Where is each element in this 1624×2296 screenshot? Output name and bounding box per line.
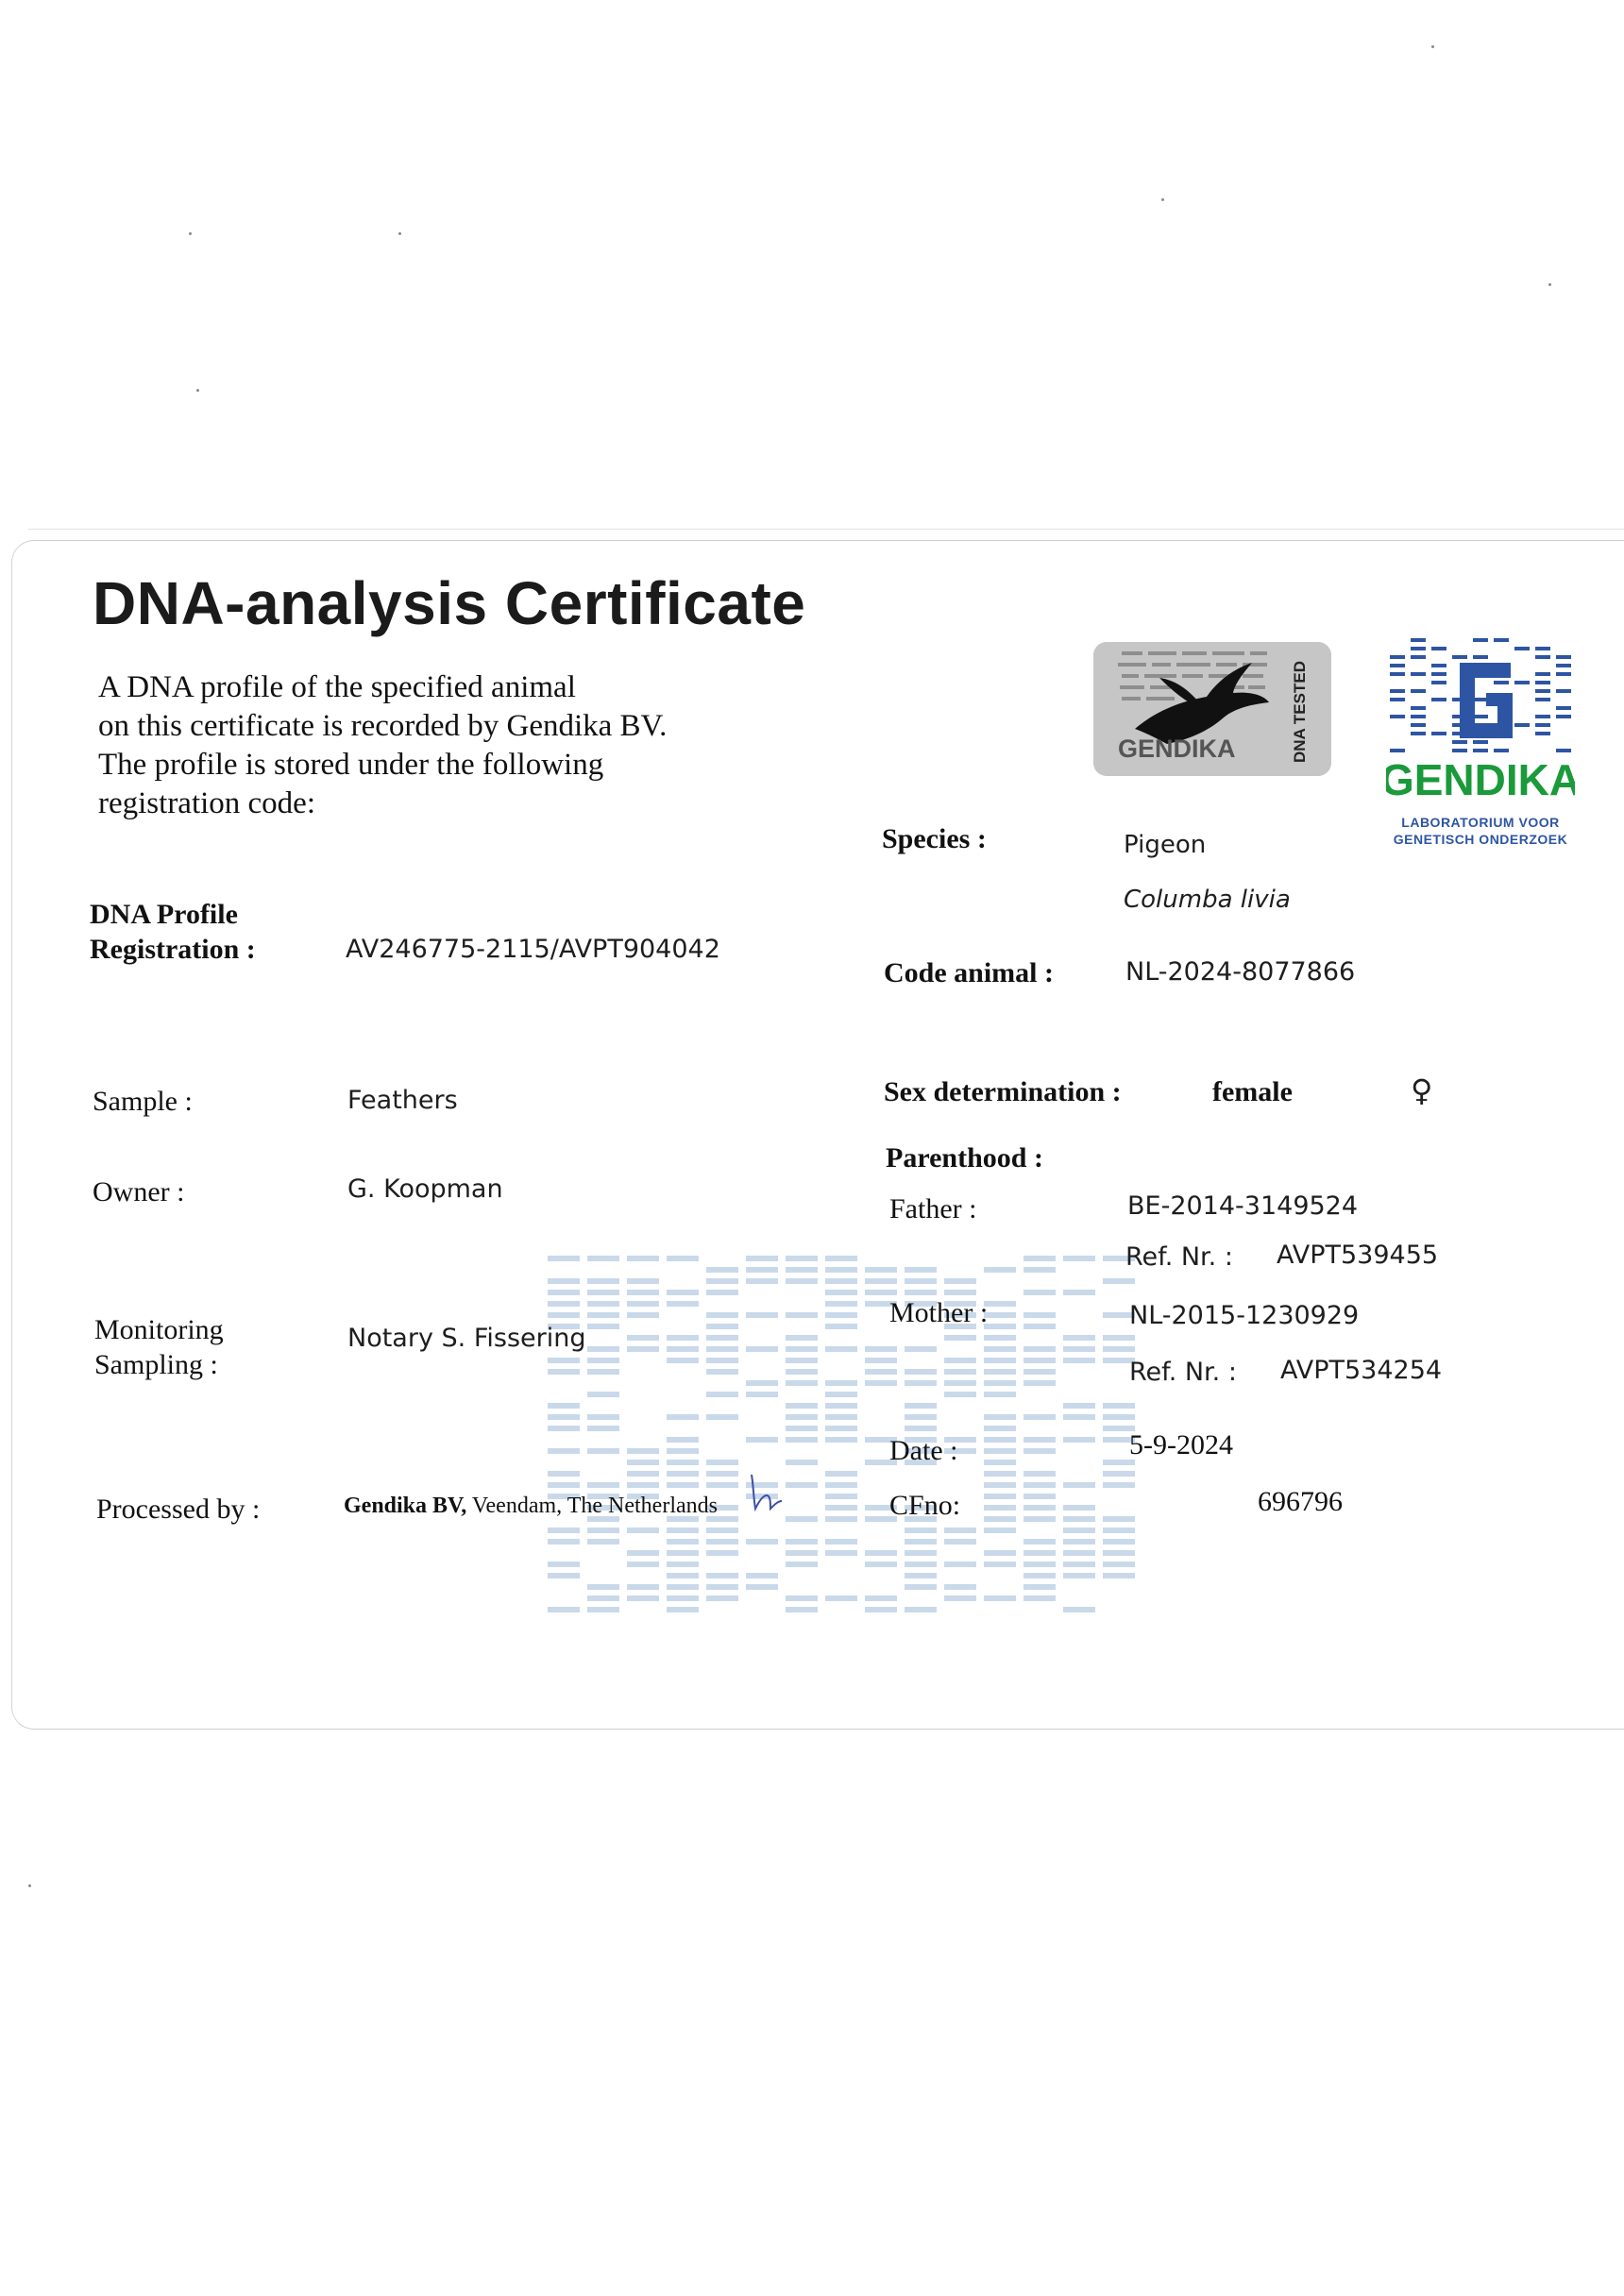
species-common-value: Pigeon: [1124, 831, 1207, 859]
processed-location: Veendam, The Netherlands: [466, 1494, 718, 1518]
date-label: Date :: [889, 1435, 958, 1466]
registration-label-line: Registration :: [90, 934, 256, 965]
scan-speck: [28, 1884, 31, 1887]
scan-speck: [1161, 198, 1164, 201]
species-label: Species :: [882, 823, 987, 854]
species-latin-value: Columba livia: [1124, 886, 1291, 914]
badge-brand-text: GENDIKA: [1118, 734, 1236, 763]
female-symbol-icon: ♀: [1411, 1072, 1433, 1108]
registration-label-line: DNA Profile: [90, 899, 238, 930]
gendika-logo: [1386, 634, 1575, 861]
logo-name-text: GENDIKA: [1386, 755, 1575, 804]
mother-ref-label: Ref. Nr. :: [1129, 1358, 1237, 1387]
sex-value: female: [1212, 1076, 1293, 1107]
father-ref-value: AVPT539455: [1277, 1241, 1439, 1270]
certificate-intro: [98, 668, 759, 823]
code-animal-label: Code animal :: [884, 957, 1054, 988]
badge-tag-text: DNA TESTED: [1291, 661, 1309, 763]
registration-value: AV246775-2115/AVPT904042: [346, 935, 720, 964]
scan-speck: [196, 389, 199, 392]
intro-line: registration code:: [98, 786, 316, 820]
intro-line: The profile is stored under the following: [98, 748, 604, 782]
mother-label: Mother :: [889, 1297, 989, 1328]
dna-band-watermark: [548, 1256, 1152, 1614]
scan-speck: [1431, 45, 1434, 48]
registration-label: [90, 897, 256, 967]
monitoring-label-line: Sampling :: [94, 1349, 218, 1380]
logo-subtitle-1: LABORATORIUM VOOR: [1401, 815, 1560, 830]
badge-graphic: [1093, 642, 1331, 776]
intro-line: A DNA profile of the specified animal: [98, 670, 576, 704]
cfno-value: 696796: [1258, 1486, 1343, 1517]
processed-company: Gendika BV,: [344, 1494, 467, 1518]
father-ref-label: Ref. Nr. :: [1125, 1242, 1233, 1272]
owner-label: Owner :: [93, 1176, 185, 1207]
handwritten-initial: [748, 1473, 786, 1512]
monitoring-value: Notary S. Fissering: [347, 1324, 586, 1353]
father-label: Father :: [889, 1193, 977, 1224]
scan-speck: [189, 232, 192, 235]
logo-subtitle-2: GENETISCH ONDERZOEK: [1393, 832, 1568, 847]
cfno-label: CFno:: [889, 1490, 961, 1521]
scan-speck: [398, 232, 401, 235]
father-value: BE-2014-3149524: [1127, 1191, 1359, 1221]
date-value: 5-9-2024: [1129, 1429, 1233, 1460]
intro-line: on this certificate is recorded by Gendika BV.: [98, 709, 668, 743]
code-animal-value: NL-2024-8077866: [1125, 957, 1356, 987]
sex-label: Sex determination :: [884, 1076, 1122, 1107]
mother-ref-value: AVPT534254: [1280, 1356, 1443, 1385]
parenthood-label: Parenthood :: [886, 1142, 1043, 1173]
sample-label: Sample :: [93, 1086, 193, 1117]
gendika-logo-graphic: [1386, 634, 1575, 861]
monitoring-label-line: Monitoring: [94, 1314, 224, 1345]
processed-label: Processed by :: [96, 1494, 261, 1525]
sample-value: Feathers: [347, 1086, 458, 1115]
owner-value: G. Koopman: [347, 1174, 503, 1204]
certificate-title: DNA-analysis Certificate: [93, 569, 806, 637]
processed-value: [344, 1494, 718, 1519]
mother-value: NL-2015-1230929: [1129, 1301, 1360, 1330]
monitoring-label: [94, 1312, 224, 1382]
dna-tested-badge: [1093, 642, 1331, 776]
scan-speck: [1548, 283, 1551, 286]
card-edge-line: [28, 529, 1624, 530]
